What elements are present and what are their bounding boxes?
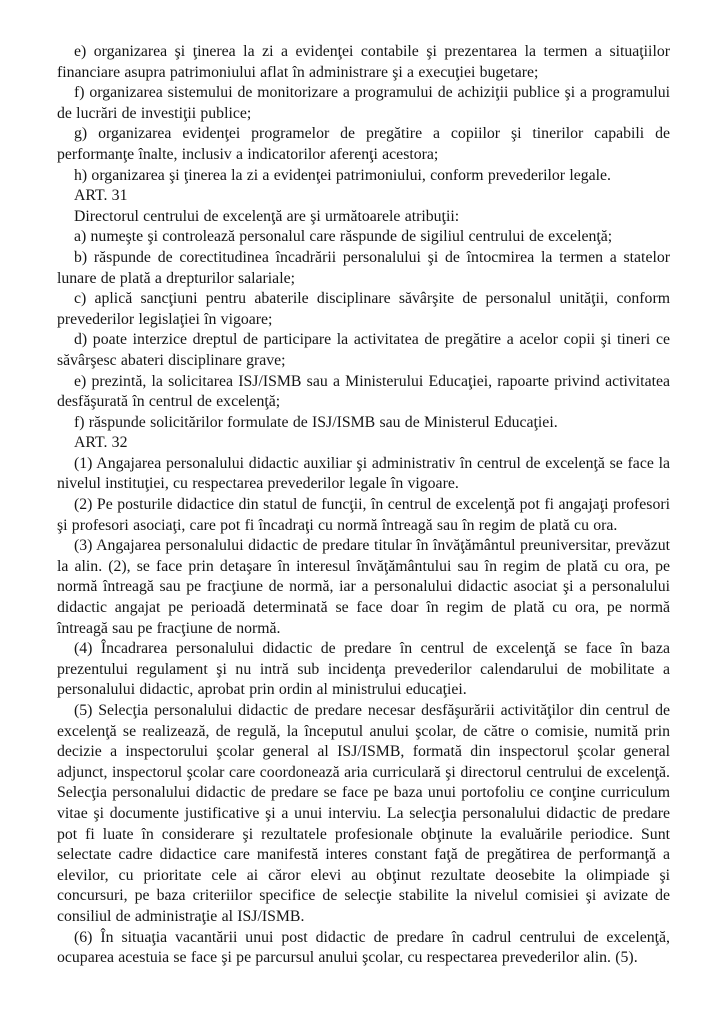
paragraph-item-a-numeste: a) numeşte şi controlează personalul care răspunde de sigiliul centrului de excelenţă; xyxy=(74,228,613,246)
document-body xyxy=(57,42,670,969)
article-32-heading: ART. 32 xyxy=(74,434,128,452)
paragraph-alin-3: (3) Angajarea personalului didactic de predare titular în învăţământul preuniversitar, prevăzut la alin. (2), se face prin detaşare în interesul învăţământului sau în regim de plată cu ora, pe normă întreagă sau pe fracţiune de normă, iar a personalului didactic asociat şi a personalului didactic angajat pe perioadă determinată se face doar în regim de plată cu ora, pe normă întreagă sau pe fracţiune de normă. xyxy=(57,537,670,637)
paragraph-art31-intro: Directorul centrului de excelenţă are şi următoarele atribuţii: xyxy=(74,207,460,225)
paragraph-item-e-rapoarte: e) prezintă, la solicitarea ISJ/ISMB sau a Ministerului Educaţiei, rapoarte privind activitatea desfăşurată în centrul de excelenţă; xyxy=(57,372,670,411)
paragraph-alin-4: (4) Încadrarea personalului didactic de predare în centrul de excelenţă se face în baza prezentului regulament şi nu intră sub incidenţa prevederilor calendarului de mobilitate a personalului didactic, aprobat prin ordin al ministrului educaţiei. xyxy=(57,640,670,699)
paragraph-alin-2: (2) Pe posturile didactice din statul de funcţii, în centrul de excelenţă pot fi angajaţi profesori şi profesori asociaţi, care pot fi încadraţi cu normă întreagă sau în regim de plată cu ora. xyxy=(57,496,670,534)
paragraph-item-f-solicitari: f) răspunde solicitărilor formulate de ISJ/ISMB sau de Ministerul Educaţiei. xyxy=(74,413,558,431)
paragraph-item-c-sanctiuni: c) aplică sancţiuni pentru abaterile disciplinare săvârşite de personalul unităţii, conform prevederilor legislaţiei în vigoare; xyxy=(57,290,670,328)
paragraph-item-h-patrimoniu: h) organizarea şi ţinerea la zi a evidenţei patrimoniului, conform prevederilor legale. xyxy=(74,166,611,184)
article-31-heading: ART. 31 xyxy=(74,187,128,205)
paragraph-item-d-interzice: d) poate interzice dreptul de participare la activitatea de pregătire a acelor copii şi tineri ce săvârşesc abateri disciplinare grave; xyxy=(57,331,670,369)
paragraph-alin-1: (1) Angajarea personalului didactic auxiliar şi administrativ în centrul de excelenţă se face la nivelul instituţiei, cu respectarea prevederilor legale în vigoare. xyxy=(57,454,670,493)
paragraph-alin-5: (5) Selecţia personalului didactic de predare necesar desfăşurării activităţilor din centrul de excelenţă se realizează, de regulă, la începutul anului şcolar, de către o comisie, numită prin decizie a inspectorului şcolar general al ISJ/ISMB, formată din inspectorul şcolar general adjunct, inspectorul şcolar care coordonează aria curriculară şi directorul centrului de excelenţă. Selecţia personalului didactic de predare se face pe baza unui portofoliu ce conţine curriculum vitae şi documente justificative şi a unui interviu. La selecţia personalului didactic de predare pot fi luate în considerare şi rezultatele profesionale obţinute la evaluările periodice. Sunt selectate cadre didactice care manifestă interes constant faţă de pregătirea de performanţă a elevilor, cu prioritate cele ai căror elevi au obţinut rezultate deosebite la olimpiade şi concursuri, pe baza criteriilor specifice de selecţie stabilite la nivelul comisiei şi avizate de consiliul de administraţie al ISJ/ISMB. xyxy=(57,702,670,925)
paragraph-item-g-programe: g) organizarea evidenţei programelor de pregătire a copiilor şi tinerilor capabili de performanţe înalte, inclusiv a indicatorilor aferenţi acestora; xyxy=(57,125,670,163)
paragraph-item-b-raspunde: b) răspunde de corectitudinea încadrării personalului şi de întocmirea la termen a statelor lunare de plată a drepturilor salariale; xyxy=(57,248,670,287)
paragraph-item-e-contabile: e) organizarea şi ţinerea la zi a evidenţei contabile şi prezentarea la termen a situaţiilor financiare asupra patrimoniului aflat în administrare şi a execuţiei bugetare; xyxy=(57,43,670,81)
paragraph-alin-6: (6) În situaţia vacantării unui post didactic de predare în cadrul centrului de excelenţă, ocuparea acestuia se face şi pe parcursul anului şcolar, cu respectarea prevederilor alin. (5). xyxy=(57,928,670,967)
paragraph-item-f-monitorizare: f) organizarea sistemului de monitorizare a programului de achiziţii publice şi a programului de lucrări de investiţii publice; xyxy=(57,84,670,122)
